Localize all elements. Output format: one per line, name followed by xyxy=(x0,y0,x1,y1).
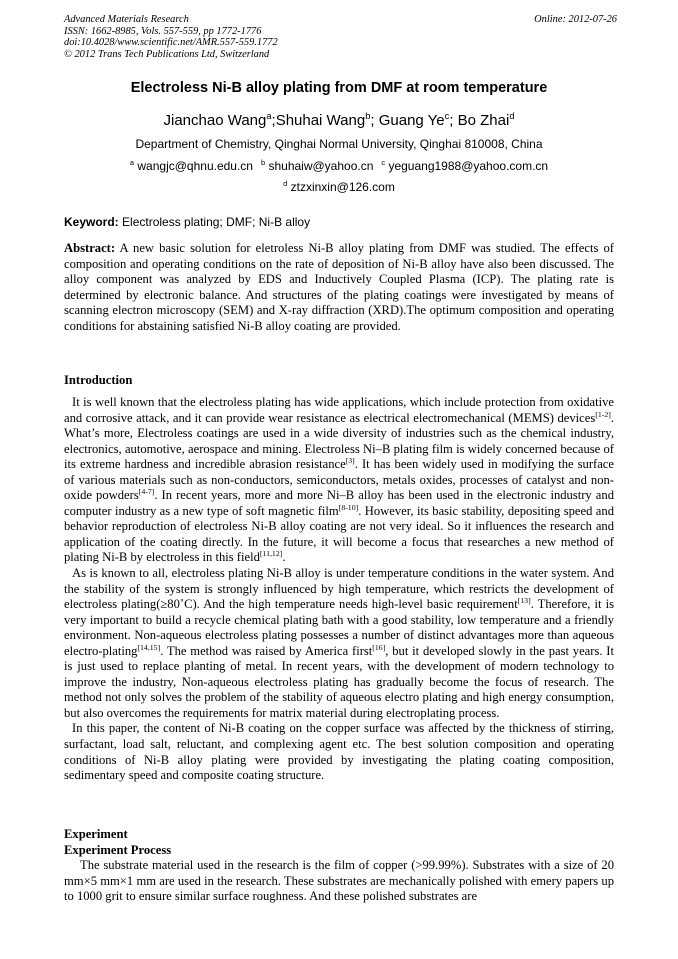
intro-paragraph xyxy=(64,395,614,566)
copyright-line: © 2012 Trans Tech Publications Ltd, Switzerland xyxy=(64,48,270,60)
section-heading-experiment: Experiment xyxy=(64,827,128,841)
author-affil-mark: d xyxy=(509,111,515,121)
email-address: shuhaiw@yahoo.cn xyxy=(268,159,374,173)
intro-text-run: . Therefore, it is very important to build a recycle chemical plating bath with a good stability, low temperature and a friendly environment. Non-aqueous electroless plating possesses a number of distinct advantages more than aqueous electro-plating xyxy=(64,597,614,658)
citation-ref: [11,12] xyxy=(259,549,283,559)
intro-text-run: . xyxy=(282,550,286,565)
abstract xyxy=(64,241,614,334)
email-mark: c xyxy=(381,158,386,167)
email-list-line2 xyxy=(0,180,678,194)
email-mark: a xyxy=(129,158,135,167)
experiment-paragraph: The substrate material used in the research is the film of copper (>99.99%). Substrates with a size of 20 mm×5 mm×1 mm are used in the research. These substrates are mechanically polished with emery papers up to 1000 grit to ensure similar surface roughness. And these polished substrates are xyxy=(64,858,614,904)
intro-paragraph xyxy=(64,721,614,783)
author-name: Guang Ye xyxy=(378,112,445,129)
intro-text-run: . The method was raised by America first xyxy=(160,643,373,658)
paper-title: Electroless Ni-B alloy plating from DMF at room temperature xyxy=(130,80,548,96)
subsection-heading-experiment-process: Experiment Process xyxy=(64,842,172,857)
abstract-text: A new basic solution for eletroless Ni-B alloy plating from DMF was studied. The effects of composition and operating conditions on the rate of deposition of Ni-B alloy have also been discussed. The alloy component was analyzed by EDS and Inductively Coupled Plasma (ICP). The plating rate is determined by electronic balance. And structures of the plating coatings were investigated by means of scanning electron microscopy (SEM) and X-ray diffraction (XRD).The optimum composition and operating conditions for abstaining satisfied Ni-B alloy coating are provided. xyxy=(64,241,614,333)
intro-text-run: , but it developed slowly in the past years. It is just used to replace planting of metal. In recent years, with the development of modern technology to improve the industry, Non-aqueous electroless plating has gradually become the focus of research. The method not only solves the problem of the stability of aqueous electro plating and high energy consumption, but also overcomes the requirements for matrix material during electroplating process. xyxy=(64,643,614,720)
citation-ref: [14,15] xyxy=(137,642,161,652)
doi-line: doi:10.4028/www.scientific.net/AMR.557-559.1772 xyxy=(64,37,278,49)
intro-text-run: In this paper, the content of Ni-B coating on the copper surface was affected by the thickness of stirring, surfactant, load salt, reluctant, and complexing agent etc. The best solution composition and operating conditions of Ni-B alloy plating were provided by investigating the plating coating composition, sedimentary speed and composite coating structure. xyxy=(64,721,614,783)
experiment-section xyxy=(64,827,614,905)
introduction-body xyxy=(64,395,614,784)
author-list: Jianchao Wang$^a$;Shuhai Wang$^b$; Guang Ye$^c$; Bo Zhai$^d$ xyxy=(163,111,515,129)
citation-ref: [8-10] xyxy=(338,502,359,512)
intro-text-run: As is known to all, electroless plating Ni-B alloy is under temperature conditions in the water system. And the stability of the system is strongly influenced by high temperature, which restricts the development of electroless plating(≥80˚C). And the high temperature needs high-level basic requirement xyxy=(64,566,614,612)
online-date: Online: 2012-07-26 xyxy=(534,14,617,25)
email-address: ztzxinxin@126.com xyxy=(290,180,395,194)
email-address: wangjc@qhnu.edu.cn xyxy=(137,159,253,173)
citation-ref: [13] xyxy=(517,595,531,605)
author-affil-mark: a xyxy=(266,111,272,121)
journal-name: Advanced Materials Research xyxy=(64,14,189,25)
keywords xyxy=(64,215,310,229)
intro-text-run: . What’s more, Electroless coatings are used in a wide diversity of industries such as the chemical industry, electronics, automotive, aerospace and mining. Electroless Ni–B plating film is widely concerned because of its extreme hardness and incredible abrasion resistance xyxy=(64,410,614,472)
citation-ref: [3] xyxy=(345,456,355,465)
intro-text-run: . In recent years, more and more Ni–B alloy has been used in the electronic industry and computer industry as a new type of soft magnetic film xyxy=(64,488,614,518)
intro-text-run: It is well known that the electroless plating has wide applications, which include protection from oxidative and corrosive attack, and it can provide wear resistance as electrical electromechanical (MEMS) devices xyxy=(64,395,614,425)
author-affil-mark: b xyxy=(365,111,371,121)
email-address: yeguang1988@yahoo.com.cn xyxy=(388,159,549,173)
author-name: Jianchao Wang xyxy=(163,112,267,129)
author-name: Bo Zhai xyxy=(457,112,510,129)
affiliation: Department of Chemistry, Qinghai Normal University, Qinghai 810008, China xyxy=(135,137,543,151)
author-name: Shuhai Wang xyxy=(275,112,366,129)
abstract-label: Abstract: xyxy=(64,241,116,255)
intro-text-run: . It has been widely used in modifying the surface of various materials such as non-conductors, semiconductors, metals oxides, processes of catalyst and non-oxide powders xyxy=(64,457,614,503)
section-heading-introduction: Introduction xyxy=(64,373,133,387)
email-list xyxy=(0,159,678,173)
citation-ref: [4-7] xyxy=(138,487,155,497)
intro-paragraph xyxy=(64,566,614,721)
issn-line: ISSN: 1662-8985, Vols. 557-559, pp 1772-1776 xyxy=(64,25,262,37)
author-affil-mark: c xyxy=(444,111,450,121)
email-mark: b xyxy=(260,158,266,167)
journal-header xyxy=(64,14,617,60)
intro-text-run: . However, its basic stability, depositing speed and behavior reproduction of electroless Ni-B alloy coating are not very ideal. So it influences the research and application of the coating directly. In the future, it will become a focus that researches a new method of plating Ni-B by electroless in this field xyxy=(64,503,614,565)
email-mark: d xyxy=(283,179,288,188)
keyword-label: Keyword: xyxy=(64,215,119,229)
citation-ref: [16] xyxy=(372,642,386,652)
keyword-values: Electroless plating; DMF; Ni-B alloy xyxy=(122,215,311,229)
citation-ref: [1-2] xyxy=(595,409,611,419)
